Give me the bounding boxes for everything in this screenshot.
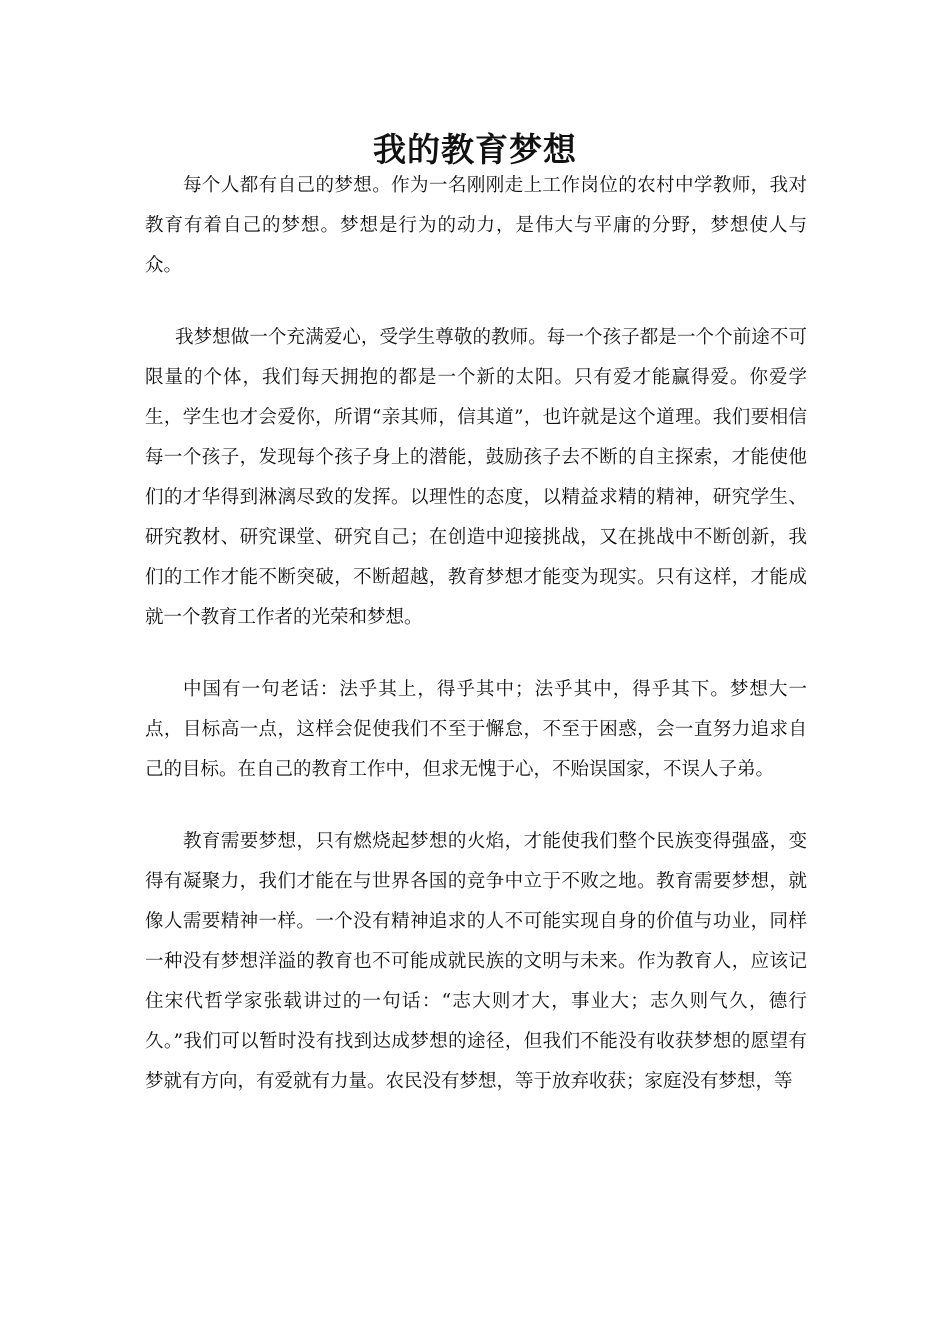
document-title: 我的教育梦想 xyxy=(373,130,577,169)
paragraph-3: 中国有一句老话：法乎其上，得乎其中；法乎其中，得乎其下。梦想大一点，目标高一点，这样会促使我们不至于懈怠，不至于困惑，会一直努力追求自己的目标。在自己的教育工作中，但求无愧于心，不贻误国家，不误人子弟。 xyxy=(145,679,807,780)
paragraph-2: 我梦想做一个充满爱心，受学生尊敬的教师。每一个孩子都是一个个前途不可限量的个体，我们每天拥抱的都是一个新的太阳。只有爱才能赢得爱。你爱学生，学生也才会爱你，所谓“亲其师，信其道”，也许就是这个道理。我们要相信每一个孩子，发现每个孩子身上的潜能，鼓励孩子去不断的自主探索，才能使他们的才华得到淋漓尽致的发挥。以理性的态度，以精益求精的精神，研究学生、研究教材、研究课堂、研究自己；在创造中迎接挑战，又在挑战中不断创新，我们的工作才能不断突破，不断超越，教育梦想才能变为现实。只有这样，才能成就一个教育工作者的光荣和梦想。 xyxy=(145,327,807,628)
document-body xyxy=(145,166,807,1134)
paragraph-1: 每个人都有自己的梦想。作为一名刚刚走上工作岗位的农村中学教师，我对教育有着自己的梦想。梦想是行为的动力，是伟大与平庸的分野，梦想使人与众。 xyxy=(145,175,807,276)
paragraph-4: 教育需要梦想，只有燃烧起梦想的火焰，才能使我们整个民族变得强盛，变得有凝聚力，我们才能在与世界各国的竞争中立于不败之地。教育需要梦想，就像人需要精神一样。一个没有精神追求的人不可能实现自身的价值与功业，同样一种没有梦想洋溢的教育也不可能成就民族的文明与未来。作为教育人，应该记住宋代哲学家张载讲过的一句话：“志大则才大，事业大；志久则气久，德行久。”我们可以暂时没有找到达成梦想的途径，但我们不能没有收获梦想的愿望有梦就有方向，有爱就有力量。农民没有梦想，等于放弃收获；家庭没有梦想，等 xyxy=(145,831,807,1092)
